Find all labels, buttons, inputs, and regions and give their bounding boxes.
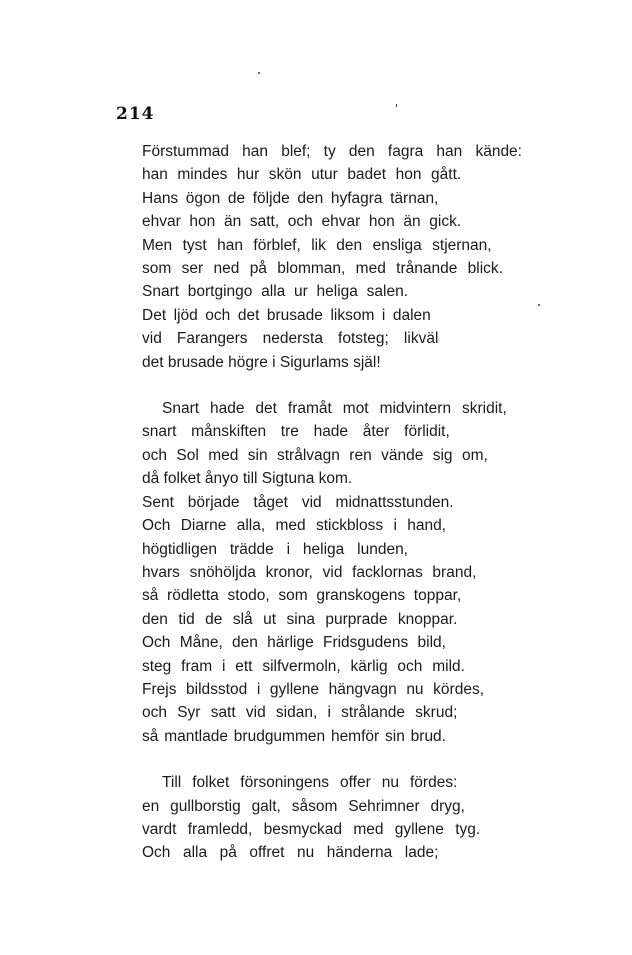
verse-line: och Sol med sin strålvagn ren vände sig om,: [142, 446, 488, 464]
verse-line: vardt framledd, besmyckad med gyllene tyg.: [142, 820, 481, 838]
verse-line: Till folket försoningens offer nu fördes:: [162, 774, 458, 792]
print-speck: [538, 304, 540, 306]
verse-line: ehvar hon än satt, och ehvar hon än gick.: [142, 213, 462, 231]
verse-line: steg fram i ett silfvermoln, kärlig och mild.: [142, 657, 465, 675]
verse-line: Hans ögon de följde den hyfagra tärnan,: [142, 189, 439, 207]
verse-line: han mindes hur skön utur badet hon gått.: [142, 166, 462, 184]
verse-line: så mantlade brudgummen hemför sin brud.: [142, 727, 446, 745]
verse-line: det brusade högre i Sigurlams själ!: [142, 353, 381, 371]
verse-line: hvars snöhöljda kronor, vid facklornas brand,: [142, 563, 477, 581]
verse-line: Frejs bildsstod i gyllene hängvagn nu kördes,: [142, 680, 484, 698]
verse-line: som ser ned på blomman, med trånande blick.: [142, 260, 503, 278]
verse-line: Och alla på offret nu händerna lade;: [142, 844, 439, 862]
verse-line: en gullborstig galt, såsom Sehrimner dryg,: [142, 797, 465, 815]
stanza: [142, 397, 522, 748]
stanza: [142, 140, 522, 374]
verse-line: Snart hade det framåt mot midvintern skridit,: [162, 400, 507, 418]
verse-line: Förstummad han blef; ty den fagra han kände:: [142, 143, 522, 160]
verse-line: och Syr satt vid sidan, i strålande skrud;: [142, 704, 458, 722]
verse-line: Det ljöd och det brusade liksom i dalen: [142, 306, 431, 324]
print-speck: [258, 72, 260, 74]
poem-text: [142, 140, 522, 865]
verse-line: högtidligen trädde i heliga lunden,: [142, 540, 408, 558]
print-speck: [396, 104, 397, 107]
verse-line: så rödletta stodo, som granskogens toppar,: [142, 587, 462, 605]
verse-line: vid Farangers nedersta fotsteg; likväl: [142, 330, 439, 348]
verse-line: då folket ånyo till Sigtuna kom.: [142, 470, 353, 488]
page-number: 214: [116, 104, 155, 124]
verse-line: snart månskiften tre hade åter förlidit,: [142, 423, 450, 441]
verse-line: Men tyst han förblef, lik den ensliga stjernan,: [142, 236, 492, 254]
verse-line: Sent började tåget vid midnattsstunden.: [142, 493, 454, 511]
verse-line: Och Diarne alla, med stickbloss i hand,: [142, 517, 446, 535]
verse-line: Och Måne, den härlige Fridsgudens bild,: [142, 634, 446, 652]
verse-line: Snart bortgingo alla ur heliga salen.: [142, 283, 408, 301]
verse-line: den tid de slå ut sina purprade knoppar.: [142, 610, 458, 628]
stanza: [142, 771, 522, 865]
